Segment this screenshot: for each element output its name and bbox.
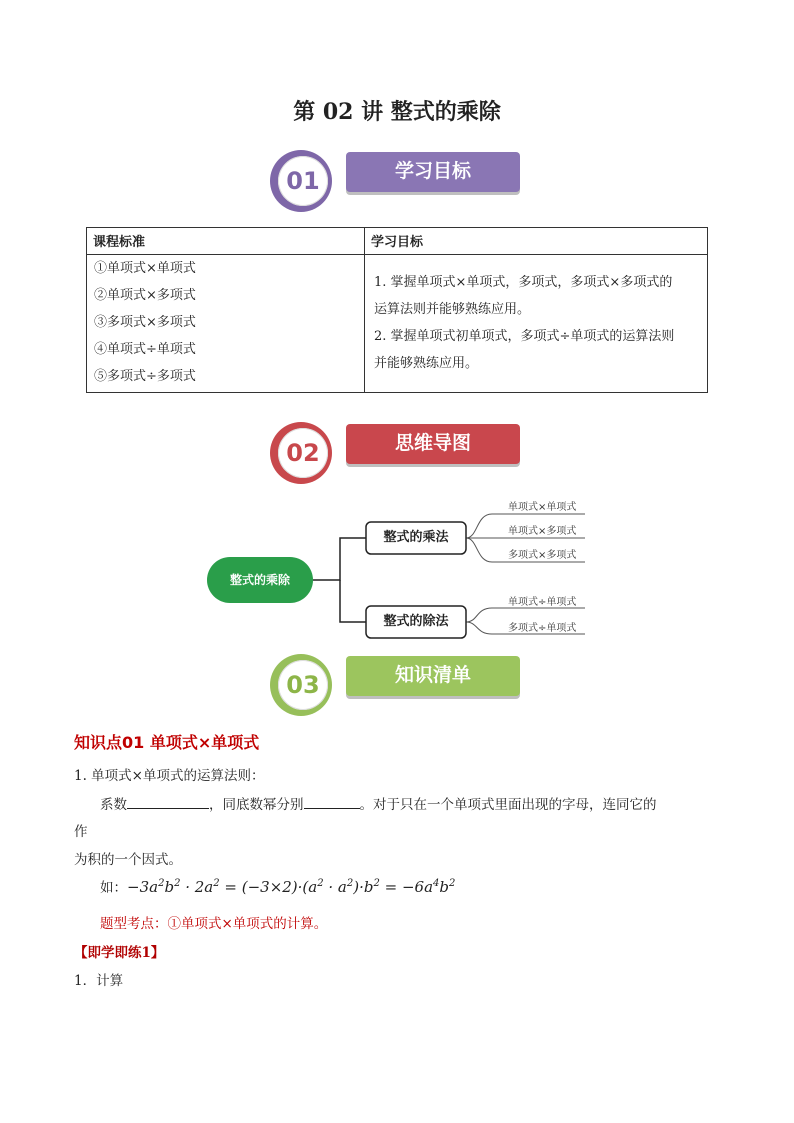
fill-blank — [127, 794, 209, 809]
mindmap-leaf: 单项式÷单项式 — [508, 597, 577, 608]
fill-blank — [304, 794, 360, 809]
standards-cell — [87, 255, 365, 393]
mindmap-branch-label: 整式的乘法 — [383, 530, 449, 545]
practice-item: 1．计算 — [74, 973, 124, 989]
section-badge-02 — [270, 422, 530, 484]
mindmap-leaf: 多项式×多项式 — [508, 550, 577, 561]
mindmap-leaf: 单项式×多项式 — [508, 526, 577, 537]
section-number: 02 — [286, 439, 320, 467]
standard-item: ④单项式÷单项式 — [94, 342, 196, 357]
section-number: 01 — [286, 167, 320, 195]
standard-item: ③多项式×多项式 — [94, 315, 196, 330]
section-label: 知识清单 — [346, 656, 520, 696]
standard-item: ②单项式×多项式 — [94, 288, 196, 303]
mindmap-leaf: 单项式×单项式 — [508, 502, 577, 513]
connector-line — [313, 538, 366, 580]
section-label: 思维导图 — [346, 424, 520, 464]
exam-point: 题型考点：①单项式×单项式的计算。 — [100, 916, 328, 932]
rule-line: 系数 ，同底数幂分别 。对于只在一个单项式里面出现的字母，连同它的 — [100, 793, 657, 813]
rule-line: 作 — [74, 824, 88, 840]
practice-title: 【即学即练1】 — [74, 945, 165, 961]
mindmap-leaf: 多项式÷单项式 — [508, 623, 577, 634]
goal-line: 运算法则并能够熟练应用。 — [374, 302, 531, 317]
rule-title: 1. 单项式×单项式的运算法则： — [74, 768, 265, 784]
goal-line: 2. 掌握单项式初单项式，多项式÷单项式的运算法则 — [374, 329, 675, 344]
standard-item: ⑤多项式÷多项式 — [94, 369, 196, 384]
connector-line — [340, 580, 366, 622]
section-badge-03 — [270, 654, 530, 716]
mindmap-branch-label: 整式的除法 — [383, 614, 449, 629]
goal-line: 并能够熟练应用。 — [374, 356, 479, 371]
table-header-standards: 课程标准 — [87, 228, 365, 255]
learning-goals-table — [86, 227, 708, 393]
table-header-goals: 学习目标 — [365, 228, 708, 255]
mindmap-root-label: 整式的乘除 — [229, 573, 290, 587]
standard-item: ①单项式×单项式 — [94, 261, 196, 276]
page-title: 第 02 讲 整式的乘除 — [293, 99, 501, 125]
goals-cell — [365, 255, 708, 393]
knowledge-point-title: 知识点01 单项式×单项式 — [74, 733, 260, 752]
section-badge-01 — [270, 150, 530, 212]
example-formula: 如：$-3a^2b^2 \cdot 2a^2 = (-3\times 2)\cdot(a^2 \cdot a^2)\cdot b^2 = -6a^4b^2$ — [100, 878, 456, 896]
rule-line: 为积的一个因式。 — [74, 852, 182, 868]
goal-line: 1. 掌握单项式×单项式，多项式，多项式×多项式的 — [374, 275, 673, 290]
section-label: 学习目标 — [346, 152, 520, 192]
section-number: 03 — [286, 671, 320, 699]
